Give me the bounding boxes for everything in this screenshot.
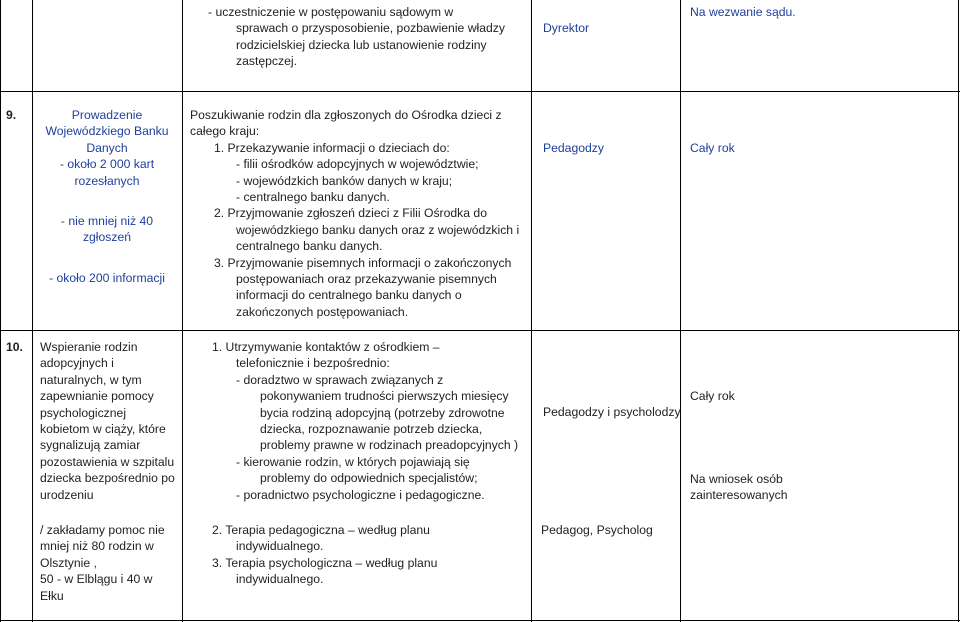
task-line: naturalnych, w tym: [40, 372, 142, 387]
desc-line: indywidualnego.: [236, 539, 324, 554]
desc-line: - kierowanie rodzin, w których pojawiają się: [236, 454, 470, 469]
desc-line: - wojewódzkich banków danych w kraju;: [236, 173, 453, 188]
desc-line: zastępczej.: [236, 54, 297, 69]
row10-responsible: Pedagodzy i psycholodzy: [543, 405, 681, 419]
grid-line-v4: [680, 0, 681, 622]
task-line: Ełku: [40, 588, 64, 603]
grid-line-h2: [0, 330, 960, 331]
desc-line: problemy do odpowiednich specjalistów;: [260, 471, 478, 486]
task-line: Prowadzenie: [71, 108, 143, 122]
task-line: / zakładamy pomoc nie: [40, 523, 165, 537]
top-row-responsible: Dyrektor: [543, 21, 590, 35]
task-line: - około 2 000 kart: [59, 157, 155, 172]
desc-line: 1. Przekazywanie informacji o dzieciach do:: [214, 140, 450, 155]
task-line: kobietom w ciąży, które: [40, 422, 166, 437]
desc-line: wojewódzkiego banku danych oraz z wojewódzkich i: [236, 222, 520, 237]
desc-line: telefonicznie i bezpośrednio:: [236, 356, 390, 371]
row10-description-2: [212, 522, 526, 588]
row10-deadline: Cały rok: [690, 389, 735, 403]
desc-line: 3. Terapia psychologiczna – według planu: [212, 555, 438, 570]
task-line: Olsztynie ,: [40, 555, 97, 570]
grid-line-h1: [0, 91, 960, 92]
top-row-deadline: Na wezwanie sądu.: [690, 5, 796, 19]
desc-line: rodzicielskiej dziecka lub ustanowienie rodziny: [236, 37, 487, 52]
desc-line: sprawach o przysposobienie, pozbawienie władzy: [236, 21, 505, 36]
desc-line: - centralnego banku danych.: [236, 190, 390, 205]
desc-line: postępowaniach oraz przekazywanie pisemnych: [236, 272, 497, 287]
row9-task: [36, 107, 178, 286]
task-line: zgłoszeń: [82, 230, 132, 245]
task-line: - nie mniej niż 40: [60, 214, 154, 229]
task-line: zapewnianie pomocy: [40, 389, 154, 404]
desc-line: 3. Przyjmowanie pisemnych informacji o zakończonych: [214, 255, 512, 270]
desc-line: informacji do centralnego banku danych o: [236, 288, 462, 303]
desc-line: - poradnictwo psychologiczne i pedagogiczne.: [236, 487, 485, 502]
row9-description: [190, 107, 528, 320]
desc-line: 2. Terapia pedagogiczna – według planu: [212, 523, 430, 537]
task-line: rozesłanych: [74, 173, 140, 188]
deadline-line: zainteresowanych: [690, 488, 788, 503]
grid-line-h3: [0, 620, 960, 621]
task-line: - około 200 informacji: [49, 270, 165, 285]
grid-line-v5: [958, 0, 959, 622]
desc-line: 1. Utrzymywanie kontaktów z ośrodkiem –: [212, 340, 440, 354]
row10-responsible-2: Pedagog, Psycholog: [541, 523, 653, 537]
desc-line: Poszukiwanie rodzin dla zgłoszonych do Ośrodka dzieci z: [190, 108, 502, 122]
task-line: Wspieranie rodzin: [40, 340, 138, 354]
task-line: dziecka bezpośrednio po: [40, 471, 175, 486]
row10-task: [40, 339, 180, 503]
desc-line: 2. Przyjmowanie zgłoszeń dzieci z Filii Ośrodka do: [214, 206, 487, 221]
desc-line: bycia rodziną adopcyjną (potrzeby zdrowotne: [260, 405, 505, 420]
row9-deadline: Cały rok: [690, 141, 735, 155]
row9-number: 9.: [6, 108, 17, 122]
task-line: adopcyjnych i: [40, 356, 114, 371]
grid-line-v1: [32, 0, 33, 622]
row10-number: 10.: [6, 340, 23, 354]
task-line: psychologicznej: [40, 405, 127, 420]
row10-task-note: [40, 522, 180, 604]
desc-line: - filii ośrodków adopcyjnych w województwie;: [236, 157, 479, 172]
desc-line: - uczestniczenie w postępowaniu sądowym w: [208, 5, 454, 19]
desc-line: całego kraju:: [190, 124, 260, 139]
top-row-description: [208, 4, 526, 70]
desc-line: - doradztwo w sprawach związanych z: [236, 372, 444, 387]
task-line: pozostawienia w szpitalu: [40, 454, 175, 469]
row10-deadline-note: [690, 471, 788, 504]
row9-responsible: Pedagodzy: [543, 141, 604, 155]
grid-line-v2: [182, 0, 183, 622]
grid-line-v3: [531, 0, 532, 622]
task-line: Danych: [86, 140, 128, 155]
task-line: 50 - w Elblągu i 40 w: [40, 572, 153, 587]
desc-line: zakończonych postępowaniach.: [236, 304, 409, 319]
desc-line: pokonywaniem trudności pierwszych miesięcy: [260, 389, 509, 404]
task-line: mniej niż 80 rodzin w: [40, 539, 154, 554]
desc-line: problemy prawne w rodzinach preadopcyjnych ): [260, 438, 519, 453]
desc-line: centralnego banku danych.: [236, 239, 383, 254]
deadline-line: Na wniosek osób: [690, 472, 783, 486]
task-line: Wojewódzkiego Banku: [45, 124, 169, 139]
grid-line-v0: [0, 0, 1, 622]
desc-line: dziecka, rozpoznawanie potrzeb dziecka,: [260, 422, 483, 437]
task-line: sygnalizują zamiar: [40, 438, 141, 453]
row10-description: [212, 339, 526, 503]
desc-line: indywidualnego.: [236, 572, 324, 587]
task-line: urodzeniu: [40, 487, 94, 502]
